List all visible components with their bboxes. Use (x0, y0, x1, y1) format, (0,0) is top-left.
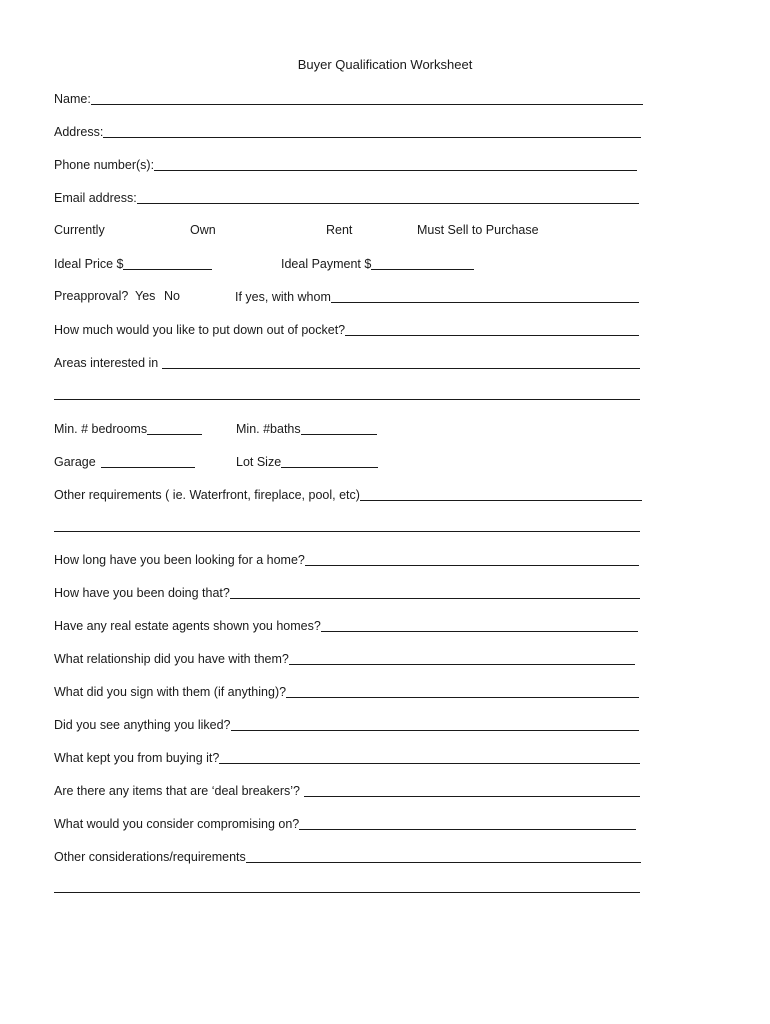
phone-label: Phone number(s): (54, 158, 155, 172)
areas-field[interactable] (162, 354, 640, 369)
down-payment-label: How much would you like to put down out of pocket? (54, 323, 346, 337)
other-requirements-label: Other requirements ( ie. Waterfront, fireplace, pool, etc) (54, 488, 360, 502)
baths-row (236, 419, 377, 437)
ideal-price-field[interactable] (123, 255, 212, 270)
how-doing-row (54, 583, 640, 601)
preapproval-label: Preapproval? (54, 289, 129, 303)
compromising-field[interactable] (299, 815, 636, 830)
if-yes-row (235, 287, 639, 305)
if-yes-field[interactable] (331, 288, 639, 303)
rent-option[interactable]: Rent (326, 223, 353, 237)
relationship-label: What relationship did you have with them? (54, 652, 289, 666)
baths-label: Min. #baths (236, 422, 301, 436)
liked-row (54, 715, 639, 733)
own-option[interactable]: Own (190, 223, 216, 237)
ideal-payment-row (281, 254, 474, 272)
areas-label: Areas interested in (54, 356, 159, 370)
agents-shown-row (54, 616, 638, 634)
relationship-field[interactable] (289, 650, 635, 665)
currently-label: Currently (54, 223, 105, 237)
down-payment-row (54, 320, 639, 338)
preapproval-yes-option[interactable]: Yes (135, 289, 156, 303)
kept-from-buying-row (54, 748, 640, 766)
address-label: Address: (54, 125, 104, 139)
preapproval-no-option[interactable]: No (164, 289, 180, 303)
how-long-row (54, 550, 639, 568)
how-doing-field[interactable] (230, 584, 640, 599)
phone-row (54, 155, 637, 173)
ideal-payment-field[interactable] (371, 255, 474, 270)
garage-row (54, 452, 195, 470)
lot-size-field[interactable] (281, 453, 378, 468)
signed-row (54, 682, 639, 700)
areas-row (54, 353, 640, 371)
other-requirements-extra-line[interactable] (54, 531, 640, 532)
how-long-field[interactable] (305, 551, 639, 566)
ideal-price-row (54, 254, 212, 272)
lot-size-label: Lot Size (236, 455, 282, 469)
phone-field[interactable] (154, 156, 637, 171)
email-field[interactable] (137, 189, 639, 204)
down-payment-field[interactable] (345, 321, 639, 336)
areas-extra-line[interactable] (54, 399, 640, 400)
garage-field[interactable] (101, 453, 195, 468)
agents-shown-label: Have any real estate agents shown you homes? (54, 619, 321, 633)
other-considerations-field[interactable] (246, 848, 641, 863)
baths-field[interactable] (301, 420, 377, 435)
how-doing-label: How have you been doing that? (54, 586, 230, 600)
bedrooms-label: Min. # bedrooms (54, 422, 148, 436)
kept-from-buying-label: What kept you from buying it? (54, 751, 220, 765)
name-field[interactable] (91, 90, 643, 105)
other-considerations-label: Other considerations/requirements (54, 850, 246, 864)
name-label: Name: (54, 92, 91, 106)
agents-shown-field[interactable] (321, 617, 638, 632)
bedrooms-row (54, 419, 202, 437)
ideal-price-label: Ideal Price $ (54, 257, 124, 271)
email-row (54, 188, 639, 206)
other-considerations-row (54, 847, 641, 865)
how-long-label: How long have you been looking for a home? (54, 553, 305, 567)
liked-field[interactable] (231, 716, 639, 731)
ideal-payment-label: Ideal Payment $ (281, 257, 372, 271)
kept-from-buying-field[interactable] (219, 749, 640, 764)
deal-breakers-label: Are there any items that are ‘deal breakers’? (54, 784, 300, 798)
email-label: Email address: (54, 191, 137, 205)
other-requirements-row (54, 485, 642, 503)
signed-field[interactable] (286, 683, 639, 698)
name-row (54, 89, 643, 107)
other-considerations-extra-line[interactable] (54, 892, 640, 893)
liked-label: Did you see anything you liked? (54, 718, 231, 732)
if-yes-label: If yes, with whom (235, 290, 331, 304)
deal-breakers-field[interactable] (304, 782, 640, 797)
signed-label: What did you sign with them (if anything)? (54, 685, 287, 699)
bedrooms-field[interactable] (147, 420, 202, 435)
page-title: Buyer Qualification Worksheet (297, 57, 473, 72)
other-requirements-field[interactable] (360, 486, 642, 501)
deal-breakers-row (54, 781, 640, 799)
compromising-label: What would you consider compromising on? (54, 817, 300, 831)
compromising-row (54, 814, 636, 832)
lot-size-row (236, 452, 378, 470)
relationship-row (54, 649, 635, 667)
must-sell-option[interactable]: Must Sell to Purchase (417, 223, 539, 237)
address-field[interactable] (103, 123, 641, 138)
address-row (54, 122, 641, 140)
garage-label: Garage (54, 455, 96, 469)
